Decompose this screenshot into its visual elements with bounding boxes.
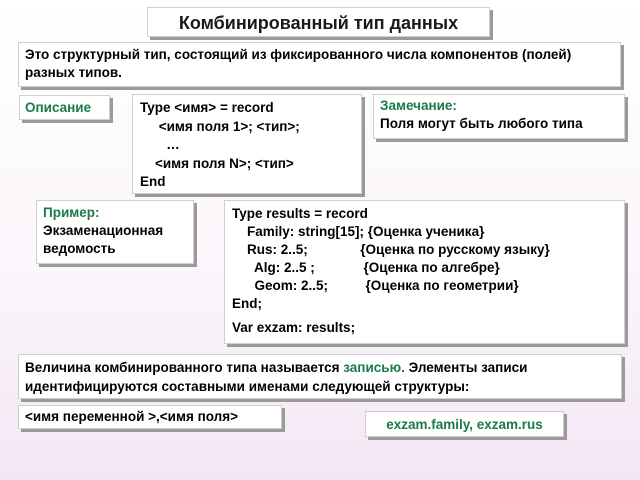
code-line: Var exzam: results; <box>232 320 356 335</box>
code-line: Alg: 2..5 ; {Оценка по алгебре} <box>232 260 500 275</box>
code-line: Rus: 2..5; {Оценка по русскому языку} <box>232 242 550 257</box>
description-line: … <box>140 137 180 153</box>
note-box <box>373 94 625 139</box>
example-heading: Пример: <box>43 205 100 220</box>
name-pattern-box <box>18 405 282 429</box>
example-box <box>36 200 194 264</box>
code-box <box>224 200 625 344</box>
intro-text: Это структурный тип, состоящий из фиксированного числа компонентов (полей) разных типов. <box>25 47 572 80</box>
example-line: ведомость <box>43 241 116 256</box>
page-title <box>147 7 490 37</box>
code-line: End; <box>232 296 262 311</box>
description-line: <имя поля 1>; <тип>; <box>140 118 300 134</box>
example-line: Экзаменационная <box>43 223 164 238</box>
intro-box <box>18 42 621 87</box>
description-line: <имя поля N>; <тип> <box>140 155 294 171</box>
page-title-text: Комбинированный тип данных <box>178 13 459 33</box>
code-line: Type results = record <box>232 206 368 221</box>
name-sample: exzam.family, exzam.rus <box>386 417 543 432</box>
note-heading: Замечание: <box>380 98 457 113</box>
name-sample-box <box>365 411 564 437</box>
code-line: Family: string[15]; {Оценка ученика} <box>232 224 485 239</box>
description-box <box>132 94 362 194</box>
record-term: записью. <box>343 360 405 375</box>
description-line: Type <имя> = record <box>140 100 274 115</box>
record-definition-part2: Элементы записи идентифицируются составными именами следующей структуры: <box>25 360 528 394</box>
description-line: End <box>140 174 166 190</box>
description-label-box <box>19 95 110 120</box>
name-pattern: <имя переменной >,<имя поля> <box>25 409 238 424</box>
record-definition-part1: Величина комбинированного типа называется <box>25 360 344 375</box>
code-line: Geom: 2..5; {Оценка по геометрии} <box>232 278 519 293</box>
note-text: Поля могут быть любого типа <box>380 116 583 131</box>
record-definition-box <box>18 354 622 399</box>
description-label: Описание <box>25 100 92 115</box>
